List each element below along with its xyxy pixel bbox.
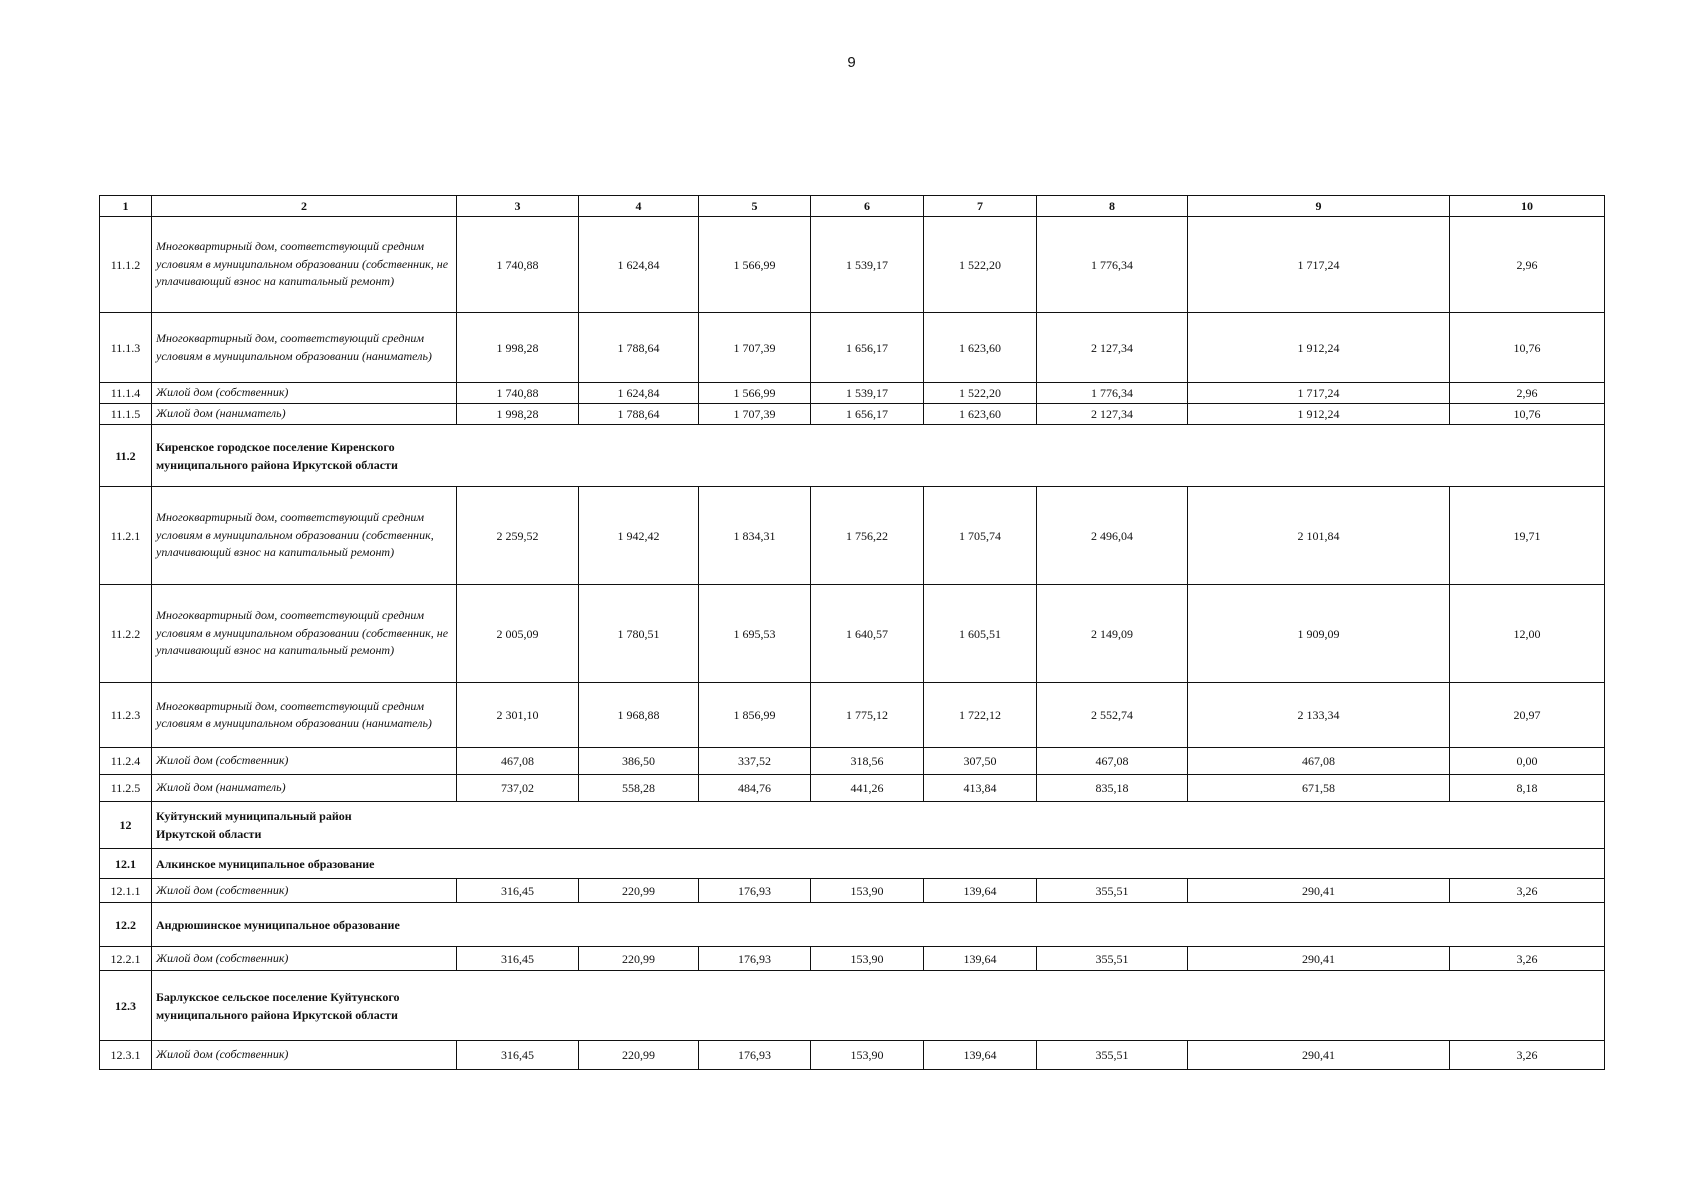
value-cell: 8,18 bbox=[1450, 775, 1605, 802]
value-cell: 2 133,34 bbox=[1188, 683, 1450, 748]
row-code: 11.1.2 bbox=[100, 217, 152, 313]
value-cell: 671,58 bbox=[1188, 775, 1450, 802]
section-row bbox=[100, 849, 1605, 879]
row-code: 11.2.3 bbox=[100, 683, 152, 748]
row-description: Жилой дом (собственник) bbox=[152, 383, 457, 404]
value-cell: 290,41 bbox=[1188, 879, 1450, 903]
value-cell: 467,08 bbox=[1037, 748, 1188, 775]
value-cell: 1 705,74 bbox=[924, 487, 1037, 585]
column-number-cell: 2 bbox=[152, 196, 457, 217]
row-description: Многоквартирный дом, соответствующий средним условиям в муниципальном образовании (собственник, уплачивающий взнос на капитальный ремонт) bbox=[152, 487, 457, 585]
value-cell: 316,45 bbox=[457, 879, 579, 903]
row-code: 12.2.1 bbox=[100, 947, 152, 971]
value-cell: 337,52 bbox=[699, 748, 811, 775]
row-description: Многоквартирный дом, соответствующий средним условиям в муниципальном образовании (собственник, не уплачивающий взнос на капитальный ремонт) bbox=[152, 585, 457, 683]
value-cell: 441,26 bbox=[811, 775, 924, 802]
value-cell: 2,96 bbox=[1450, 383, 1605, 404]
value-cell: 1 776,34 bbox=[1037, 383, 1188, 404]
value-cell: 2,96 bbox=[1450, 217, 1605, 313]
value-cell: 2 301,10 bbox=[457, 683, 579, 748]
section-row bbox=[100, 425, 1605, 487]
value-cell: 2 127,34 bbox=[1037, 404, 1188, 425]
section-row bbox=[100, 903, 1605, 947]
value-cell: 139,64 bbox=[924, 879, 1037, 903]
section-code: 11.2 bbox=[100, 425, 152, 487]
section-title-text: Киренское городское поселение Киренского муниципального района Иркутской области bbox=[156, 439, 398, 472]
row-description: Жилой дом (собственник) bbox=[152, 947, 457, 971]
value-cell: 2 149,09 bbox=[1037, 585, 1188, 683]
row-description: Многоквартирный дом, соответствующий средним условиям в муниципальном образовании (собственник, не уплачивающий взнос на капитальный ремонт) bbox=[152, 217, 457, 313]
table-row bbox=[100, 487, 1605, 585]
section-title-text: Алкинское муниципальное образование bbox=[156, 856, 375, 871]
table-row bbox=[100, 313, 1605, 383]
value-cell: 1 998,28 bbox=[457, 313, 579, 383]
table-row bbox=[100, 879, 1605, 903]
value-cell: 220,99 bbox=[579, 879, 699, 903]
section-code: 12 bbox=[100, 802, 152, 849]
row-description: Жилой дом (наниматель) bbox=[152, 404, 457, 425]
value-cell: 386,50 bbox=[579, 748, 699, 775]
value-cell: 176,93 bbox=[699, 947, 811, 971]
value-cell: 2 496,04 bbox=[1037, 487, 1188, 585]
value-cell: 20,97 bbox=[1450, 683, 1605, 748]
value-cell: 2 101,84 bbox=[1188, 487, 1450, 585]
value-cell: 1 707,39 bbox=[699, 313, 811, 383]
row-code: 11.2.4 bbox=[100, 748, 152, 775]
value-cell: 1 522,20 bbox=[924, 217, 1037, 313]
value-cell: 1 776,34 bbox=[1037, 217, 1188, 313]
row-code: 11.2.2 bbox=[100, 585, 152, 683]
section-title bbox=[152, 849, 1605, 879]
section-title-text: Барлукское сельское поселение Куйтунского муниципального района Иркутской области bbox=[156, 989, 400, 1022]
value-cell: 3,26 bbox=[1450, 947, 1605, 971]
table-row bbox=[100, 217, 1605, 313]
value-cell: 139,64 bbox=[924, 947, 1037, 971]
value-cell: 1 998,28 bbox=[457, 404, 579, 425]
value-cell: 484,76 bbox=[699, 775, 811, 802]
value-cell: 1 909,09 bbox=[1188, 585, 1450, 683]
value-cell: 1 624,84 bbox=[579, 217, 699, 313]
table-row bbox=[100, 585, 1605, 683]
row-description: Многоквартирный дом, соответствующий средним условиям в муниципальном образовании (наниматель) bbox=[152, 313, 457, 383]
value-cell: 1 539,17 bbox=[811, 383, 924, 404]
column-number-cell: 1 bbox=[100, 196, 152, 217]
value-cell: 1 656,17 bbox=[811, 313, 924, 383]
value-cell: 1 968,88 bbox=[579, 683, 699, 748]
section-title-text: Куйтунский муниципальный район Иркутской области bbox=[156, 809, 352, 841]
column-number-cell: 5 bbox=[699, 196, 811, 217]
section-title-text: Андрюшинское муниципальное образование bbox=[156, 917, 400, 932]
column-number-cell: 10 bbox=[1450, 196, 1605, 217]
section-title bbox=[152, 802, 1605, 849]
section-title bbox=[152, 971, 1605, 1041]
section-code: 12.2 bbox=[100, 903, 152, 947]
section-title bbox=[152, 903, 1605, 947]
value-cell: 1 717,24 bbox=[1188, 217, 1450, 313]
value-cell: 355,51 bbox=[1037, 1041, 1188, 1070]
table-row bbox=[100, 748, 1605, 775]
row-description: Жилой дом (собственник) bbox=[152, 879, 457, 903]
section-row bbox=[100, 971, 1605, 1041]
value-cell: 316,45 bbox=[457, 1041, 579, 1070]
row-code: 12.3.1 bbox=[100, 1041, 152, 1070]
table-row bbox=[100, 683, 1605, 748]
value-cell: 1 756,22 bbox=[811, 487, 924, 585]
row-code: 11.1.3 bbox=[100, 313, 152, 383]
value-cell: 2 005,09 bbox=[457, 585, 579, 683]
row-description: Жилой дом (наниматель) bbox=[152, 775, 457, 802]
value-cell: 1 623,60 bbox=[924, 313, 1037, 383]
table-row bbox=[100, 775, 1605, 802]
value-cell: 2 127,34 bbox=[1037, 313, 1188, 383]
row-description: Жилой дом (собственник) bbox=[152, 1041, 457, 1070]
page-number: 9 bbox=[847, 54, 856, 71]
value-cell: 1 740,88 bbox=[457, 217, 579, 313]
row-code: 11.1.5 bbox=[100, 404, 152, 425]
section-title bbox=[152, 425, 1605, 487]
row-code: 11.2.1 bbox=[100, 487, 152, 585]
value-cell: 1 539,17 bbox=[811, 217, 924, 313]
value-cell: 10,76 bbox=[1450, 313, 1605, 383]
value-cell: 290,41 bbox=[1188, 947, 1450, 971]
value-cell: 467,08 bbox=[1188, 748, 1450, 775]
value-cell: 1 624,84 bbox=[579, 383, 699, 404]
column-number-row bbox=[100, 196, 1605, 217]
value-cell: 12,00 bbox=[1450, 585, 1605, 683]
value-cell: 153,90 bbox=[811, 1041, 924, 1070]
value-cell: 1 775,12 bbox=[811, 683, 924, 748]
section-row bbox=[100, 802, 1605, 849]
section-code: 12.1 bbox=[100, 849, 152, 879]
column-number-cell: 3 bbox=[457, 196, 579, 217]
value-cell: 737,02 bbox=[457, 775, 579, 802]
value-cell: 1 707,39 bbox=[699, 404, 811, 425]
value-cell: 1 788,64 bbox=[579, 313, 699, 383]
value-cell: 1 856,99 bbox=[699, 683, 811, 748]
value-cell: 1 566,99 bbox=[699, 383, 811, 404]
row-code: 11.2.5 bbox=[100, 775, 152, 802]
value-cell: 558,28 bbox=[579, 775, 699, 802]
row-description: Многоквартирный дом, соответствующий средним условиям в муниципальном образовании (наниматель) bbox=[152, 683, 457, 748]
value-cell: 2 552,74 bbox=[1037, 683, 1188, 748]
value-cell: 10,76 bbox=[1450, 404, 1605, 425]
value-cell: 1 912,24 bbox=[1188, 313, 1450, 383]
value-cell: 467,08 bbox=[457, 748, 579, 775]
value-cell: 1 722,12 bbox=[924, 683, 1037, 748]
value-cell: 1 912,24 bbox=[1188, 404, 1450, 425]
value-cell: 290,41 bbox=[1188, 1041, 1450, 1070]
value-cell: 1 717,24 bbox=[1188, 383, 1450, 404]
table-row bbox=[100, 383, 1605, 404]
value-cell: 2 259,52 bbox=[457, 487, 579, 585]
value-cell: 1 522,20 bbox=[924, 383, 1037, 404]
column-number-cell: 7 bbox=[924, 196, 1037, 217]
value-cell: 1 623,60 bbox=[924, 404, 1037, 425]
table-body bbox=[100, 196, 1605, 1070]
value-cell: 0,00 bbox=[1450, 748, 1605, 775]
row-code: 11.1.4 bbox=[100, 383, 152, 404]
value-cell: 1 640,57 bbox=[811, 585, 924, 683]
value-cell: 1 605,51 bbox=[924, 585, 1037, 683]
value-cell: 19,71 bbox=[1450, 487, 1605, 585]
value-cell: 355,51 bbox=[1037, 947, 1188, 971]
column-number-cell: 8 bbox=[1037, 196, 1188, 217]
value-cell: 1 656,17 bbox=[811, 404, 924, 425]
column-number-cell: 4 bbox=[579, 196, 699, 217]
value-cell: 1 780,51 bbox=[579, 585, 699, 683]
value-cell: 1 834,31 bbox=[699, 487, 811, 585]
value-cell: 1 788,64 bbox=[579, 404, 699, 425]
value-cell: 307,50 bbox=[924, 748, 1037, 775]
section-code: 12.3 bbox=[100, 971, 152, 1041]
value-cell: 1 695,53 bbox=[699, 585, 811, 683]
value-cell: 220,99 bbox=[579, 947, 699, 971]
value-cell: 835,18 bbox=[1037, 775, 1188, 802]
value-cell: 413,84 bbox=[924, 775, 1037, 802]
row-code: 12.1.1 bbox=[100, 879, 152, 903]
row-description: Жилой дом (собственник) bbox=[152, 748, 457, 775]
value-cell: 3,26 bbox=[1450, 1041, 1605, 1070]
value-cell: 1 740,88 bbox=[457, 383, 579, 404]
value-cell: 355,51 bbox=[1037, 879, 1188, 903]
table-row bbox=[100, 404, 1605, 425]
value-cell: 176,93 bbox=[699, 879, 811, 903]
table-row bbox=[100, 1041, 1605, 1070]
value-cell: 139,64 bbox=[924, 1041, 1037, 1070]
value-cell: 153,90 bbox=[811, 879, 924, 903]
column-number-cell: 9 bbox=[1188, 196, 1450, 217]
value-cell: 1 566,99 bbox=[699, 217, 811, 313]
column-number-cell: 6 bbox=[811, 196, 924, 217]
value-cell: 153,90 bbox=[811, 947, 924, 971]
tariff-table bbox=[99, 195, 1605, 1070]
value-cell: 316,45 bbox=[457, 947, 579, 971]
value-cell: 220,99 bbox=[579, 1041, 699, 1070]
value-cell: 1 942,42 bbox=[579, 487, 699, 585]
value-cell: 318,56 bbox=[811, 748, 924, 775]
table-row bbox=[100, 947, 1605, 971]
value-cell: 176,93 bbox=[699, 1041, 811, 1070]
value-cell: 3,26 bbox=[1450, 879, 1605, 903]
